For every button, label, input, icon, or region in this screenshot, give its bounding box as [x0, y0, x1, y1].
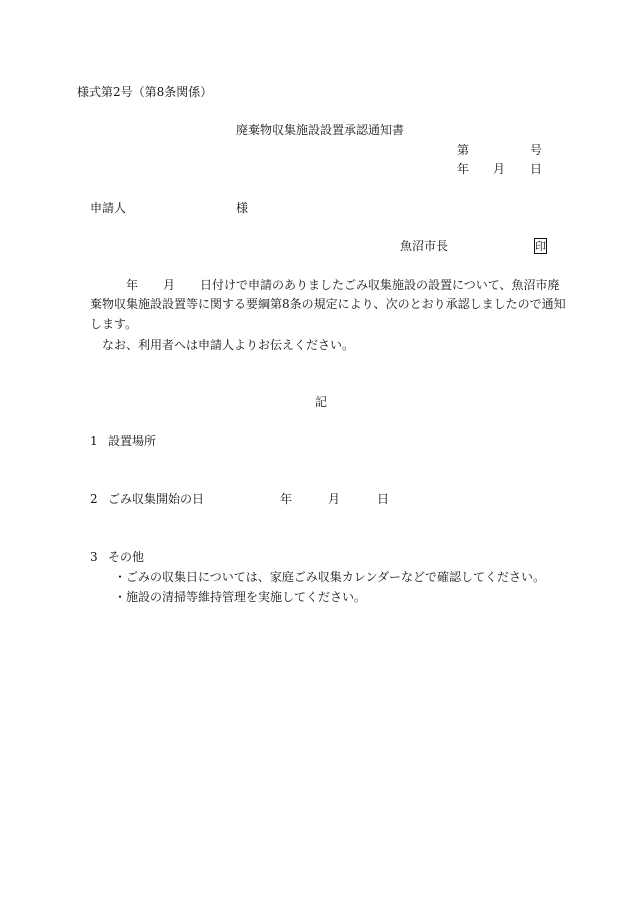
item2-year: 年: [280, 492, 293, 506]
date-month: 月: [493, 162, 506, 176]
item1-label: 設置場所: [108, 434, 157, 448]
item3-label: その他: [108, 550, 145, 564]
body-year: 年: [126, 278, 139, 292]
number-suffix: 号: [530, 143, 543, 157]
body-line4: なお、利用者へは申請人よりお伝えください。: [102, 338, 355, 352]
body-line3: します。: [90, 317, 138, 331]
item1-number: 1: [90, 434, 98, 448]
item3-bullet-1: ・ごみの収集日については、家庭ごみ収集カレンダーなどで確認してください。: [114, 570, 545, 584]
item2-label: ごみ収集開始の日: [108, 492, 205, 506]
seal-mark: 印: [535, 239, 546, 253]
date-year: 年: [457, 162, 470, 176]
applicant-label: 申請人: [90, 201, 127, 215]
item2-day: 日: [377, 492, 390, 506]
form-label: 様式第2号（第8条関係）: [77, 85, 213, 99]
date-day: 日: [530, 162, 543, 176]
body-line1: 日付けで申請のありましたごみ収集施設の設置について、魚沼市廃: [200, 278, 560, 292]
item2-number: 2: [90, 492, 98, 506]
body-line2: 棄物収集施設設置等に関する要綱第8条の規定により、次のとおり承認しましたので通知: [90, 297, 566, 311]
issuer: 魚沼市長: [400, 239, 449, 253]
body-month: 月: [163, 278, 176, 292]
item2-month: 月: [328, 492, 341, 506]
ki-heading: 記: [315, 395, 328, 409]
document-title: 廃棄物収集施設設置承認通知書: [236, 123, 405, 137]
item3-bullet-2: ・施設の清掃等維持管理を実施してください。: [114, 590, 367, 604]
number-prefix: 第: [457, 143, 470, 157]
applicant-honorific: 様: [236, 201, 249, 215]
item3-number: 3: [90, 550, 98, 564]
